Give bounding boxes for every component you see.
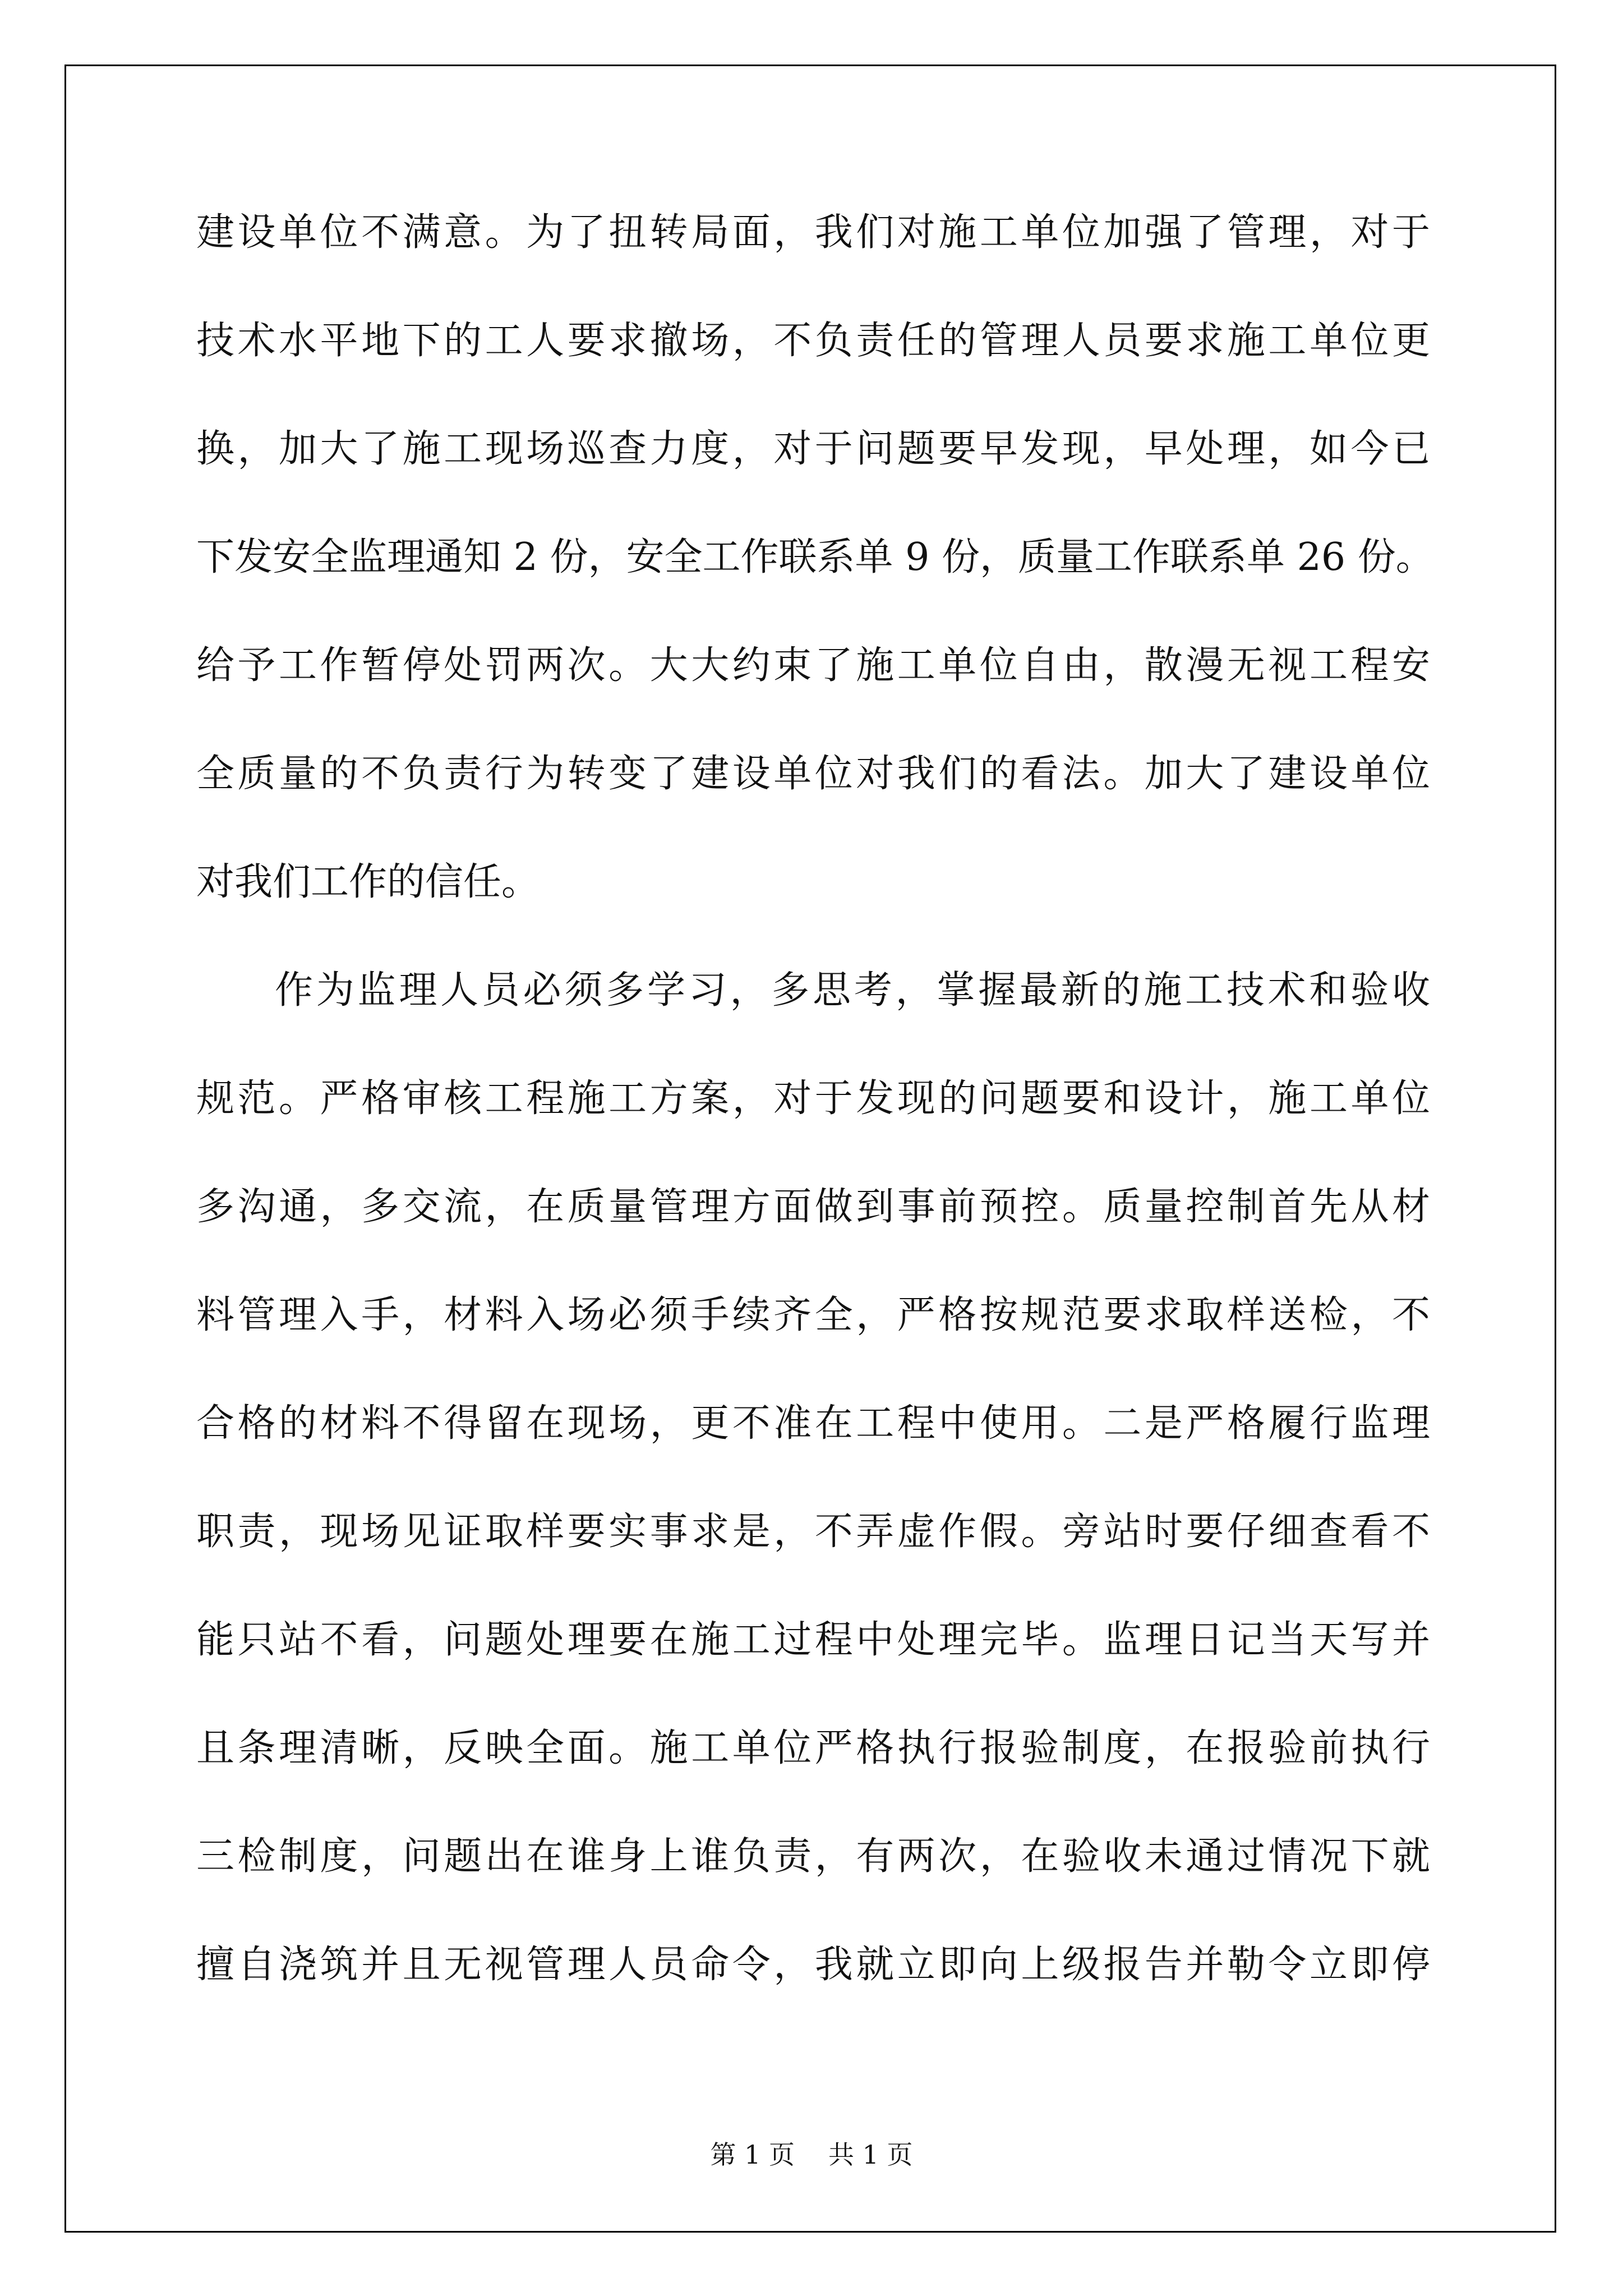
paragraph-2-line-9: 三检制度，问题出在谁身上谁负责，有两次，在验收未通过情况下就	[196, 1834, 1430, 1879]
paragraph-2-line-7: 能只站不看，问题处理要在施工过程中处理完毕。监理日记当天写并	[196, 1618, 1430, 1662]
page-footer	[0, 2134, 1623, 2171]
document-body	[196, 210, 1434, 2054]
paragraph-1-line-2: 技术水平地下的工人要求撤场，不负责任的管理人员要求施工单位更	[196, 319, 1430, 363]
paragraph-2-line-2: 规范。严格审核工程施工方案，对于发现的问题要和设计，施工单位	[196, 1076, 1430, 1121]
paragraph-2-line-3: 多沟通，多交流，在质量管理方面做到事前预控。质量控制首先从材	[196, 1185, 1430, 1229]
paragraph-1-line-4: 下发安全监理通知 2 份，安全工作联系单 9 份，质量工作联系单 26 份。	[196, 535, 1434, 579]
paragraph-1-line-7: 对我们工作的信任。	[196, 860, 540, 904]
paragraph-1-line-5: 给予工作暂停处罚两次。大大约束了施工单位自由，散漫无视工程安	[196, 643, 1430, 688]
paragraph-2-line-6: 职责，现场见证取样要实事求是，不弄虚作假。旁站时要仔细查看不	[196, 1510, 1430, 1554]
page-total: 共 1 页	[828, 2139, 913, 2170]
page-number: 第 1 页	[710, 2139, 795, 2170]
paragraph-2-line-10: 擅自浇筑并且无视管理人员命令，我就立即向上级报告并勒令立即停	[196, 1943, 1430, 1987]
paragraph-1-line-3: 换，加大了施工现场巡查力度，对于问题要早发现，早处理，如今已	[196, 427, 1430, 471]
paragraph-1-line-1: 建设单位不满意。为了扭转局面，我们对施工单位加强了管理，对于	[196, 210, 1430, 255]
paragraph-2-line-8: 且条理清晰，反映全面。施工单位严格执行报验制度，在报验前执行	[196, 1726, 1430, 1770]
paragraph-2-line-4: 料管理入手，材料入场必须手续齐全，严格按规范要求取样送检，不	[196, 1293, 1430, 1337]
paragraph-1-line-6: 全质量的不负责行为转变了建设单位对我们的看法。加大了建设单位	[196, 752, 1430, 796]
paragraph-2-line-1: 作为监理人员必须多学习，多思考，掌握最新的施工技术和验收	[275, 968, 1430, 1013]
paragraph-2-line-5: 合格的材料不得留在现场，更不准在工程中使用。二是严格履行监理	[196, 1401, 1430, 1446]
